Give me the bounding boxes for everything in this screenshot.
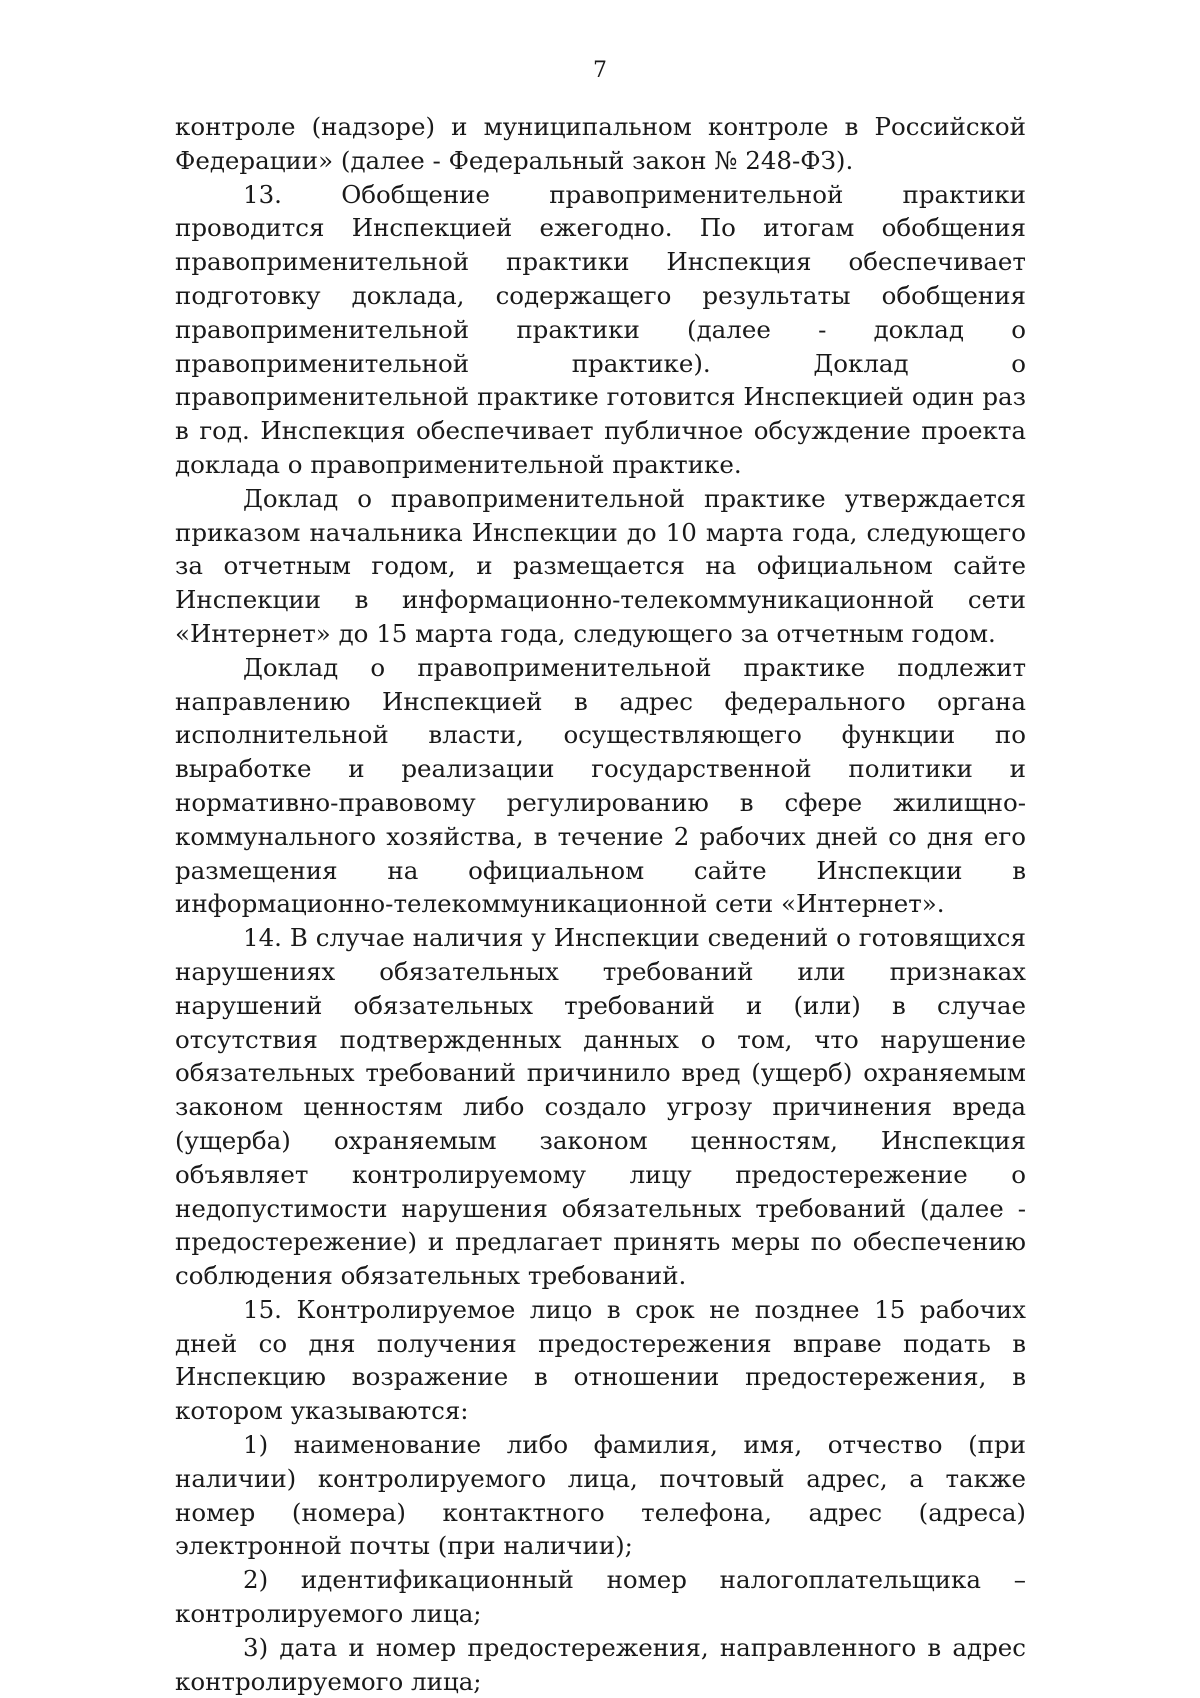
list-item: 1) наименование либо фамилия, имя, отчество (при наличии) контролируемого лица, почтовый адрес, а также номер (номера) контактного телефона, адрес (адреса) электронной почты (при наличии); xyxy=(175,1430,1026,1561)
paragraph: Доклад о правоприменительной практике утверждается приказом начальника Инспекции до 10 марта года, следующего за отчетным годом, и размещается на официальном сайте Инспекции в информационно-телекоммуникационной сети «Интернет» до 15 марта года, следующего за отчетным годом. xyxy=(175,483,1026,648)
paragraph: контроле (надзоре) и муниципальном контроле в Российской Федерации» (далее - Федеральный закон № 248-ФЗ). xyxy=(175,112,1026,175)
page-number: 7 xyxy=(593,58,607,83)
document-body xyxy=(175,110,1026,1698)
paragraph: 14. В случае наличия у Инспекции сведений о готовящихся нарушениях обязательных требований или признаках нарушений обязательных требований и (или) в случае отсутствия подтвержденных данных о том, что нарушение обязательных требований причинило вред (ущерб) охраняемым законом ценностям либо создало угрозу причинения вреда (ущерба) охраняемым законом ценностям, Инспекция объявляет контролируемому лицу предостережение о недопустимости нарушения обязательных требований (далее - предостережение) и предлагает принять меры по обеспечению соблюдения обязательных требований. xyxy=(175,923,1026,1291)
paragraph: 13. Обобщение правоприменительной практики проводится Инспекцией ежегодно. По итогам обобщения правоприменительной практики Инспекция обеспечивает подготовку доклада, содержащего результаты обобщения правоприменительной практики (далее - доклад о правоприменительной практике). Доклад о правоприменительной практике готовится Инспекцией один раз в год. Инспекция обеспечивает публичное обсуждение проекта доклада о правоприменительной практике. xyxy=(175,179,1026,479)
paragraph: Доклад о правоприменительной практике подлежит направлению Инспекцией в адрес федерального органа исполнительной власти, осуществляющего функции по выработке и реализации государственной политики и нормативно-правовому регулированию в сфере жилищно-коммунального хозяйства, в течение 2 рабочих дней со дня его размещения на официальном сайте Инспекции в информационно-телекоммуникационной сети «Интернет». xyxy=(175,652,1026,919)
list-item: 3) дата и номер предостережения, направленного в адрес контролируемого лица; xyxy=(175,1632,1026,1696)
paragraph: 15. Контролируемое лицо в срок не позднее 15 рабочих дней со дня получения предостережения вправе подать в Инспекцию возражение в отношении предостережения, в котором указываются: xyxy=(175,1294,1026,1426)
list-item: 2) идентификационный номер налогоплательщика – контролируемого лица; xyxy=(175,1565,1026,1629)
